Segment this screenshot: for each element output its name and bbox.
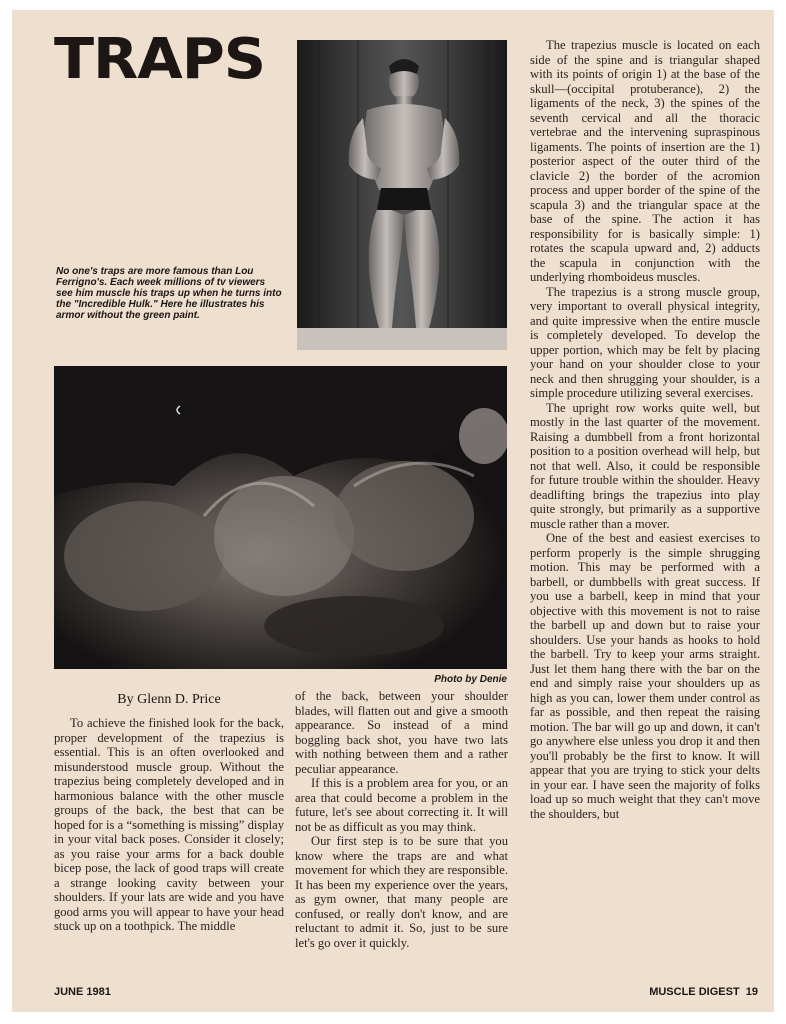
photo-credit: Photo by Denie	[434, 674, 507, 685]
photo-caption: No one's traps are more famous than Lou Ferrigno's. Each week millions of tv viewers see him muscle his traps up when he turns into the "Incredible Hulk." Here he illustrates his armor without the green paint.	[56, 266, 282, 321]
issue-date: JUNE 1981	[54, 986, 111, 998]
article-column-2	[295, 689, 508, 950]
bodybuilder-front-pose-photo	[297, 40, 507, 350]
paragraph: To achieve the finished look for the back, proper development of the trapezius is essential. This is an often overlooked and misunderstood muscle group. Without the trapezius being completely developed and in harmonious balance with the other muscle groups of the back, the best that can be hoped for is a “something is missing” display in your vital back poses. Consider it closely; as you raise your arms for a back double bicep pose, the lack of good traps will create a strange looking cavity between your shoulders. If your lats are wide and you have good arms you will appear to have your head stuck up on a toothpick. The middle	[54, 716, 284, 933]
magazine-page	[12, 10, 774, 1012]
article-title: TRAPS	[54, 27, 266, 92]
byline: By Glenn D. Price	[117, 692, 221, 707]
paragraph: If this is a problem area for you, or an area that could become a problem in the future, let's see about correcting it. It will not be as difficult as you may think.	[295, 776, 508, 834]
article-column-1	[54, 716, 284, 934]
article-column-3	[530, 38, 760, 821]
magazine-page-number: MUSCLE DIGEST 19	[649, 986, 758, 998]
paragraph-continued: of the back, between your shoulder blades, will flatten out and give a smooth appearance. So instead of a mind boggling back shot, you have two lats with nothing between them and a rather peculiar appearance.	[295, 689, 508, 776]
paragraph: Our first step is to be sure that you know where the traps are and what movement for which they are responsible. It has been my experience over the years, as gym owner, that many people are confused, or really don't know, and are reluctant to admit it. So, just to be sure let's go over it quickly.	[295, 834, 508, 950]
trapezius-closeup-photo	[54, 366, 507, 669]
paragraph: The trapezius is a strong muscle group, very important to overall physical integrity, and quite impressive when the entire muscle is completely developed. To develop the upper portion, which may be felt by placing your hand on your shoulder close to your neck and then shrugging your shoulder, is a simple procedure utilizing several exercises.	[530, 284, 760, 400]
paragraph: One of the best and easiest exercises to perform properly is the simple shrugging motion. This may be performed with a barbell, or dumbbells with great success. If you use a barbell, keep in mind that your objective with this movement is not to raise the barbell up and down but to raise your shoulders. Use your hands as hooks to hold the barbell. Try to keep your arms straight. Just let them hang there with the bar on the end and simply raise your shoulders up as high as you can, lower them under control as far as possible, and then repeat the raising motion. The bar will go up and down, it can't go anywhere else unless you drop it and then you'll probably be the first to know. It will appear that you are trying to stick your delts in your ear. I have seen the majority of folks load up so much weight that they can't move the shoulders, but	[530, 531, 760, 821]
paragraph: The trapezius muscle is located on each side of the spine and is triangular shaped with its points of origin 1) at the base of the skull—(occipital protuberance), 2) the ligaments of the neck, 3) the spines of the seventh cervical and all the thoracic vertebrae and the intervening supraspinous ligaments. The points of insertion are the 1) posterior aspect of the outer third of the clavicle 2) the border of the acromion process and upper border of the spine of the scapula 3) and the triangular space at the base of the spine. The action it has responsibility for is basically simple: 1) rotates the scapula upward and, 2) adducts the scapula in conjunction with the underlying rhomboideus muscles.	[530, 38, 760, 284]
paragraph: The upright row works quite well, but mostly in the last quarter of the movement. Raising a dumbbell from a front horizontal position to a position overhead will help, but not that well. Also, it could be responsible for future trouble within the shoulder. Heavy deadlifting brings the trapezius into play quite strongly, but primarily as a supportive muscle rather than a mover.	[530, 400, 760, 531]
